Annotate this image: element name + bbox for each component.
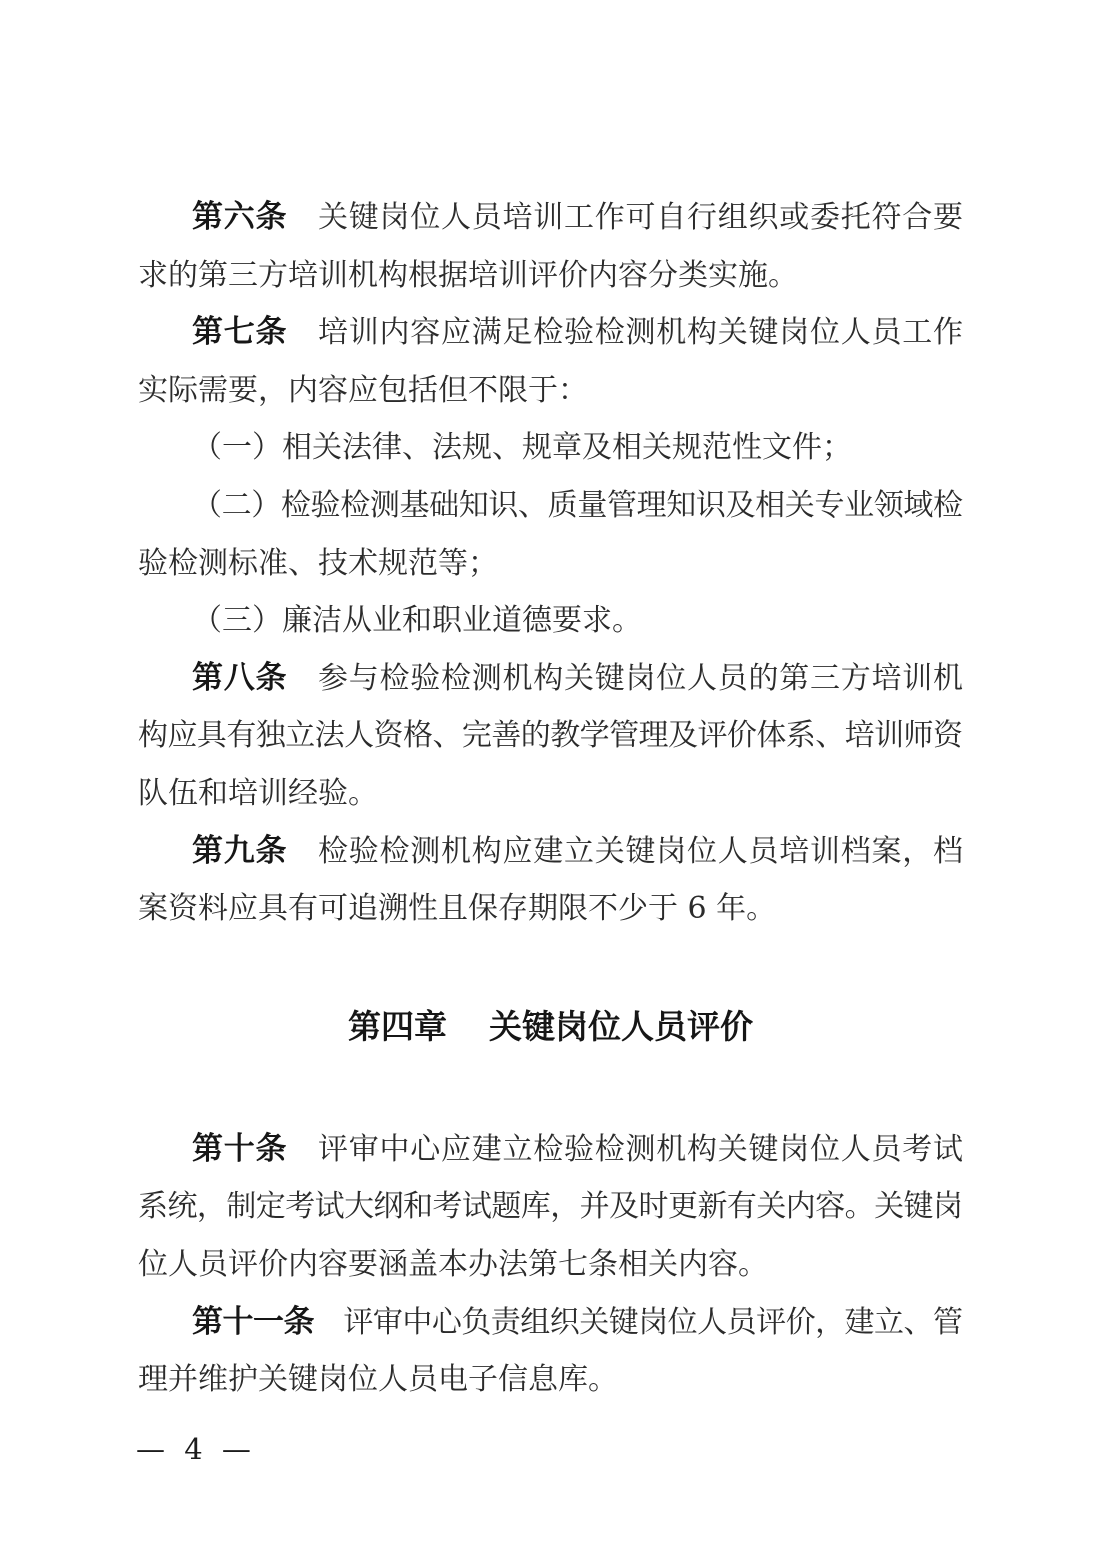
- document-line: [138, 247, 963, 305]
- document-line: [138, 1294, 963, 1352]
- document-line: [138, 1351, 963, 1409]
- document-line: [138, 707, 963, 765]
- document-line: [138, 304, 963, 362]
- line-text: 验检测标准、技术规范等；: [138, 545, 498, 581]
- line-text: 关键岗位人员培训工作可自行组织或委托符合要: [287, 200, 964, 235]
- article-number: 第九条: [192, 832, 288, 869]
- document-line: [138, 765, 963, 823]
- chapter-title: 关键岗位人员评价: [489, 1006, 753, 1046]
- document-line: [138, 1178, 963, 1236]
- line-text: 队伍和培训经验。: [138, 775, 378, 811]
- line-text: （一）相关法律、法规、规章及相关规范性文件；: [192, 430, 852, 466]
- article-number: 第七条: [192, 314, 288, 351]
- document-line: [138, 1121, 963, 1179]
- document-line: [138, 650, 963, 708]
- article-number: 第十条: [192, 1130, 288, 1167]
- line-text: 系统，制定考试大纲和考试题库，并及时更新有关内容。关键岗: [138, 1189, 963, 1225]
- document-line: [138, 880, 963, 938]
- line-text: 评审中心应建立检验检测机构关键岗位人员考试: [287, 1131, 964, 1167]
- document-body: [138, 189, 963, 1409]
- document-line: [138, 535, 963, 593]
- article-number: 第八条: [192, 659, 288, 696]
- document-line: [138, 419, 963, 477]
- line-text: 构应具有独立法人资格、完善的教学管理及评价体系、培训师资: [138, 718, 963, 754]
- line-text: 位人员评价内容要涵盖本办法第七条相关内容。: [138, 1246, 768, 1282]
- line-text: 参与检验检测机构关键岗位人员的第三方培训机: [287, 660, 964, 696]
- document-line: [138, 189, 963, 247]
- article-number: 第十一条: [192, 1303, 314, 1340]
- document-line: [138, 477, 963, 535]
- article-number: 第六条: [192, 199, 288, 235]
- line-text: 培训内容应满足检验检测机构关键岗位人员工作: [287, 315, 964, 351]
- document-line: [138, 823, 963, 881]
- line-text: 案资料应具有可追溯性且保存期限不少于 6 年。: [138, 891, 777, 927]
- document-line: [138, 362, 963, 420]
- line-text: 评审中心负责组织关键岗位人员评价，建立、管: [313, 1304, 963, 1340]
- chapter-heading: [138, 998, 963, 1056]
- line-text: 求的第三方培训机构根据培训评价内容分类实施。: [138, 257, 798, 293]
- line-text: 检验检测机构应建立关键岗位人员培训档案，档: [287, 833, 964, 869]
- page-number: — 4 —: [136, 1432, 256, 1466]
- chapter-number: 第四章: [348, 1006, 447, 1046]
- document-line: [138, 592, 963, 650]
- line-text: 理并维护关键岗位人员电子信息库。: [138, 1362, 618, 1398]
- line-text: （三）廉洁从业和职业道德要求。: [192, 603, 642, 639]
- line-text: （二）检验检测基础知识、质量管理知识及相关专业领域检: [192, 487, 963, 523]
- document-line: [138, 1236, 963, 1294]
- line-text: 实际需要，内容应包括但不限于：: [138, 372, 588, 408]
